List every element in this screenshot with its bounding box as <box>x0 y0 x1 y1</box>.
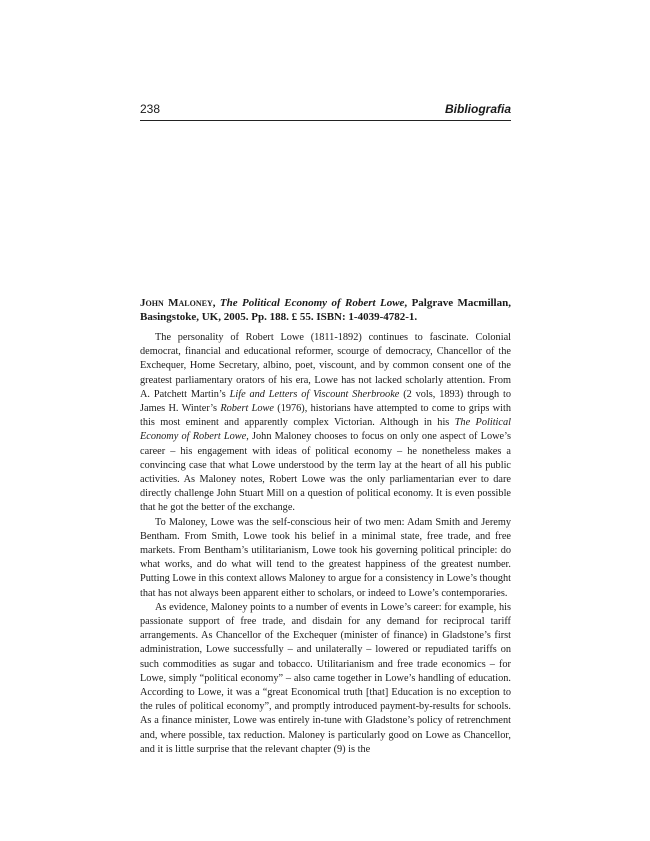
book-details: Palgrave Macmillan, Basingstoke, UK, 2005. Pp. 188. £ 55. ISBN: 1-4039-4782-1. <box>140 297 511 323</box>
header-rule <box>140 120 511 121</box>
page-header <box>140 102 511 118</box>
page-number: 238 <box>140 102 161 116</box>
book-author: John Maloney <box>140 297 213 309</box>
p1-text-2: (2 vols, 1893) through to James H. Winter’s <box>140 388 511 415</box>
p1-italic-2: Robert Lowe <box>220 403 274 415</box>
paragraph-1 <box>140 331 511 516</box>
paragraph-2: To Maloney, Lowe was the self-conscious heir of two men: Adam Smith and Jeremy Bentham. From Smith, Lowe took his belief in a minimal state, free trade, and free markets. From Bentham’s utilitarianism, Lowe took his governing political principle: do what works, and do what will tend to the greatest happiness of the greatest number. Putting Lowe in this context allows Maloney to argue for a consistency in Lowe’s thought that has not always been apparent either to scholars, or indeed to Lowe’s contemporaries. <box>140 516 512 599</box>
p1-italic-3: The Political Economy of Robert Lowe <box>140 417 511 443</box>
review-body <box>140 331 511 757</box>
running-head: Bibliografia <box>444 102 511 116</box>
p1-italic-1: Life and Letters of Viscount Sherbrooke <box>229 388 400 400</box>
p1-text-4: , John Maloney chooses to focus on only one aspect of Lowe’s career – his engagement with ideas of political economy – he nonetheless makes a convincing case that what Lowe understood by the term lay at the heart of all his public activities. As Maloney notes, Robert Lowe was the only parliamentarian ever to dare directly challenge John Stuart Mill on a question of political economy. It is even possible that he got the better of the exchange. <box>140 431 511 514</box>
book-citation: John Maloney, The Political Economy of Robert Lowe, Palgrave Macmillan, Basingstoke, UK, 2005. Pp. 188. £ 55. ISBN: 1-4039-4782-1. <box>140 297 511 323</box>
paragraph-3: As evidence, Maloney points to a number of events in Lowe’s career: for example, his passionate support of free trade, and disdain for any demand for reciprocal tariff arrangements. As Chancellor of the Exchequer (minister of finance) in Gladstone’s first administration, Lowe successfully – and unilaterally – lowered or repudiated tariffs on such commodities as sugar and tobacco. Utilitarianism and free trade economics – for Lowe, simply “political economy” – also came together in Lowe’s handling of education. According to Lowe, it was a “great Economical truth [that] Education is no exception to the rules of political economy”, and promptly introduced payment-by-results for schools. As a finance minister, Lowe was entirely in-tune with Gladstone’s policy of retrenchment and, where possible, tax reduction. Maloney is particularly good on Lowe as Chancellor, and it is little surprise that the relevant chapter (9) is the <box>140 601 511 755</box>
p1-text-1: The personality of Robert Lowe (1811-1892) continues to fascinate. Colonial democrat, financial and educational reformer, scourge of democracy, Chancellor of the Exchequer, Home Secretary, albino, poet, viscount, and by common consent one of the greatest parliamentary orators of his era, Lowe has not lacked scholarly attention. From A. Patchett Martin’s <box>140 332 511 400</box>
book-title: The Political Economy of Robert Lowe <box>219 297 405 309</box>
p1-text-3: (1976), historians have attempted to come to grips with this most eminent and apparently complex Victorian. Although in his <box>140 403 511 429</box>
